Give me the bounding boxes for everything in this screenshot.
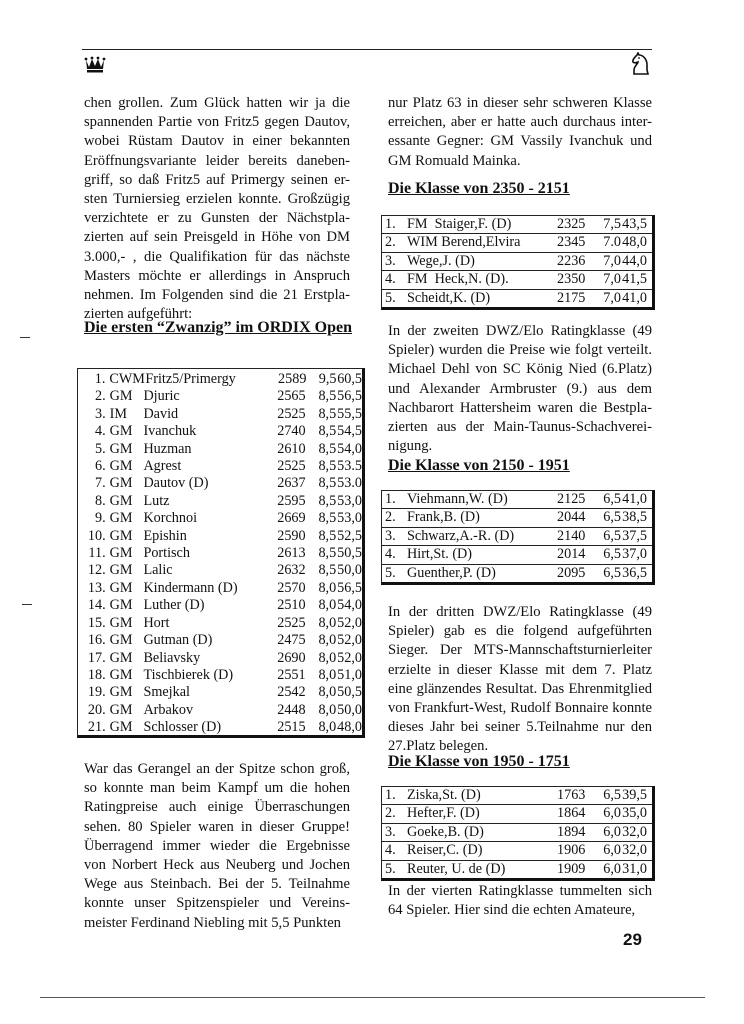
rank-cell: 3. bbox=[385, 823, 396, 840]
class-1950-table bbox=[381, 786, 655, 881]
right-column-block-3 bbox=[388, 603, 652, 757]
points-cell: 6,0 bbox=[603, 805, 621, 822]
rating-cell: 2565 bbox=[277, 388, 306, 405]
player-name-cell: Kindermann (D) bbox=[143, 579, 238, 596]
right-column-block-2 bbox=[388, 322, 652, 456]
table-row bbox=[382, 271, 652, 289]
title-cell: GM bbox=[109, 614, 133, 631]
player-name-cell: Dautov (D) bbox=[143, 475, 209, 492]
tiebreak-cell: 52,5 bbox=[337, 527, 362, 544]
player-name-cell: Smejkal bbox=[143, 684, 190, 701]
points-cell: 8,5 bbox=[318, 562, 337, 579]
table-row bbox=[78, 580, 362, 597]
left-column-lower bbox=[84, 760, 350, 933]
table-row bbox=[382, 787, 652, 805]
tiebreak-cell: 35,0 bbox=[622, 805, 647, 822]
rank-cell: 5. bbox=[385, 564, 396, 581]
rating-cell: 2525 bbox=[277, 405, 306, 422]
points-cell: 8,5 bbox=[318, 492, 337, 509]
player-name-cell: Djuric bbox=[143, 388, 180, 405]
rating-cell: 2175 bbox=[557, 289, 586, 306]
table-row bbox=[382, 565, 652, 582]
body-paragraph: chen grollen. Zum Glück hatten wir ja die spannenden Partie von Fritz5 gegen Dautov, wobei Rüstam Dautov in einer bekannten Eröffnungsvariante leider bereits daneben-griff, so daß Fritz5 auf Primergy seinen er-sten Turniersieg erzielen konnte. Großzügig verzichtete er zu Gunsten der Nächstpla-zierten auf sein Preisgeld in Höhe von DM 3.000,- , die Qualifikation für das nächste Masters möchte er allerdings in Anspruch nehmen. Im Folgenden sind die 21 Erstpla-zierten aufgeführt: bbox=[84, 95, 350, 323]
rating-cell: 2044 bbox=[557, 509, 586, 526]
class-2150-table bbox=[381, 490, 655, 585]
points-cell: 7,0 bbox=[603, 289, 621, 306]
table-row bbox=[382, 528, 652, 546]
table-row bbox=[78, 562, 362, 579]
title-cell: GM bbox=[109, 545, 133, 562]
title-cell: GM bbox=[109, 440, 133, 457]
open-results-table bbox=[77, 368, 365, 738]
points-cell: 8,0 bbox=[318, 649, 337, 666]
rank-cell: 2. bbox=[385, 234, 396, 251]
table-row bbox=[78, 545, 362, 562]
title-cell: GM bbox=[109, 458, 133, 475]
rank-cell: 14. bbox=[87, 597, 106, 614]
player-name-cell: Arbakov bbox=[143, 701, 194, 718]
points-cell: 8,5 bbox=[318, 423, 337, 440]
table-row bbox=[382, 216, 652, 234]
tiebreak-cell: 55,5 bbox=[337, 405, 362, 422]
points-cell: 8,5 bbox=[318, 458, 337, 475]
points-cell: 6,0 bbox=[603, 823, 621, 840]
table-row bbox=[78, 597, 362, 614]
player-name-cell: Huzman bbox=[143, 440, 192, 457]
tiebreak-cell: 52,0 bbox=[337, 632, 362, 649]
points-cell: 8,0 bbox=[318, 666, 337, 683]
points-cell: 9,5 bbox=[318, 371, 337, 387]
points-cell: 8,5 bbox=[318, 510, 337, 527]
title-cell: GM bbox=[109, 388, 133, 405]
rating-cell: 2690 bbox=[277, 649, 306, 666]
rank-cell: 2. bbox=[95, 388, 106, 405]
player-name-cell: Goeke,B. (D) bbox=[407, 823, 484, 840]
points-cell: 8,5 bbox=[318, 405, 337, 422]
player-name-cell: Portisch bbox=[143, 545, 190, 562]
points-cell: 8,0 bbox=[318, 614, 337, 631]
title-cell: GM bbox=[109, 701, 133, 718]
table-row bbox=[78, 371, 362, 388]
points-cell: 8,5 bbox=[318, 440, 337, 457]
table-row bbox=[78, 458, 362, 475]
player-name-cell: Schwarz,A.-R. (D) bbox=[407, 527, 515, 544]
rating-cell: 2475 bbox=[277, 632, 306, 649]
rank-cell: 18. bbox=[87, 666, 106, 683]
rank-cell: 5. bbox=[95, 440, 106, 457]
rank-cell: 15. bbox=[87, 614, 106, 631]
player-name-cell: FM Staiger,F. (D) bbox=[407, 216, 512, 232]
rank-cell: 9. bbox=[95, 510, 106, 527]
title-cell: GM bbox=[109, 684, 133, 701]
table-row bbox=[78, 684, 362, 701]
points-cell: 7,0 bbox=[603, 252, 621, 269]
section-heading-1950: Die Klasse von 1950 - 1751 bbox=[388, 753, 570, 770]
rating-cell: 1909 bbox=[557, 860, 586, 877]
player-name-cell: Schlosser (D) bbox=[143, 719, 222, 736]
title-cell: GM bbox=[109, 719, 133, 736]
points-cell: 8,0 bbox=[318, 701, 337, 718]
points-cell: 6,5 bbox=[603, 546, 621, 563]
player-name-cell: Hirt,St. (D) bbox=[407, 546, 473, 563]
player-name-cell: Epishin bbox=[143, 527, 187, 544]
tiebreak-cell: 31,0 bbox=[622, 860, 647, 877]
table-row bbox=[382, 234, 652, 252]
points-cell: 6,0 bbox=[603, 842, 621, 859]
tiebreak-cell: 50,0 bbox=[337, 562, 362, 579]
title-cell: IM bbox=[109, 405, 127, 422]
margin-mark bbox=[22, 604, 32, 605]
rating-cell: 2095 bbox=[557, 564, 586, 581]
table-row bbox=[382, 546, 652, 564]
table-row bbox=[382, 491, 652, 509]
rating-cell: 2669 bbox=[277, 510, 306, 527]
title-cell: GM bbox=[109, 632, 133, 649]
player-name-cell: Ivanchuk bbox=[143, 423, 197, 440]
points-cell: 6,5 bbox=[603, 787, 621, 803]
table-row bbox=[78, 406, 362, 423]
rank-cell: 1. bbox=[385, 491, 396, 507]
player-name-cell: Viehmann,W. (D) bbox=[407, 491, 508, 507]
rank-cell: 4. bbox=[95, 423, 106, 440]
player-name-cell: Korchnoi bbox=[143, 510, 198, 527]
tiebreak-cell: 41,5 bbox=[622, 271, 647, 288]
rank-cell: 1. bbox=[385, 787, 396, 803]
header-rule bbox=[82, 49, 652, 50]
rating-cell: 2551 bbox=[277, 666, 306, 683]
title-cell: GM bbox=[109, 423, 133, 440]
left-column bbox=[84, 94, 350, 324]
player-name-cell: Wege,J. (D) bbox=[407, 252, 475, 269]
player-name-cell: Beliavsky bbox=[143, 649, 201, 666]
right-column bbox=[388, 94, 652, 171]
title-cell: GM bbox=[109, 527, 133, 544]
rank-cell: 6. bbox=[95, 458, 106, 475]
rating-cell: 2350 bbox=[557, 271, 586, 288]
table-row bbox=[382, 805, 652, 823]
table-row bbox=[382, 824, 652, 842]
player-name-cell: Tischbierek (D) bbox=[143, 666, 234, 683]
rating-cell: 2140 bbox=[557, 527, 586, 544]
player-name-cell: WIM Berend,Elvira bbox=[407, 234, 521, 251]
tiebreak-cell: 50,5 bbox=[337, 684, 362, 701]
tiebreak-cell: 51,0 bbox=[337, 666, 362, 683]
rating-cell: 2595 bbox=[277, 492, 306, 509]
player-name-cell: FM Heck,N. (D). bbox=[407, 271, 509, 288]
tiebreak-cell: 48,0 bbox=[622, 234, 647, 251]
rank-cell: 4. bbox=[385, 546, 396, 563]
rating-cell: 2125 bbox=[557, 491, 586, 507]
points-cell: 6,5 bbox=[603, 491, 621, 507]
rating-cell: 1894 bbox=[557, 823, 586, 840]
table-row bbox=[78, 475, 362, 492]
tiebreak-cell: 41,0 bbox=[622, 491, 647, 507]
rank-cell: 3. bbox=[385, 527, 396, 544]
rating-cell: 2613 bbox=[277, 545, 306, 562]
table-row bbox=[78, 441, 362, 458]
rank-cell: 16. bbox=[87, 632, 106, 649]
player-name-cell: Fritz5/Primergy bbox=[145, 371, 236, 387]
title-cell: GM bbox=[109, 579, 133, 596]
rank-cell: 7. bbox=[95, 475, 106, 492]
tiebreak-cell: 32,0 bbox=[622, 842, 647, 859]
rank-cell: 20. bbox=[87, 701, 106, 718]
rank-cell: 3. bbox=[385, 252, 396, 269]
table-row bbox=[78, 719, 362, 736]
player-name-cell: Lalic bbox=[143, 562, 173, 579]
rank-cell: 12. bbox=[87, 562, 106, 579]
table-row bbox=[382, 290, 652, 307]
points-cell: 6,0 bbox=[603, 860, 621, 877]
tiebreak-cell: 53.0 bbox=[337, 475, 362, 492]
table-row bbox=[382, 861, 652, 878]
rating-cell: 2542 bbox=[277, 684, 306, 701]
tiebreak-cell: 48,0 bbox=[337, 719, 362, 736]
points-cell: 8,0 bbox=[318, 597, 337, 614]
player-name-cell: Gutman (D) bbox=[143, 632, 213, 649]
tiebreak-cell: 37,0 bbox=[622, 546, 647, 563]
points-cell: 8,5 bbox=[318, 527, 337, 544]
rank-cell: 1. bbox=[385, 216, 396, 232]
player-name-cell: Agrest bbox=[143, 458, 182, 475]
rank-cell: 8. bbox=[95, 492, 106, 509]
rating-cell: 2525 bbox=[277, 458, 306, 475]
rank-cell: 3. bbox=[95, 405, 106, 422]
points-cell: 8,0 bbox=[318, 684, 337, 701]
rank-cell: 11. bbox=[88, 545, 106, 562]
points-cell: 8,5 bbox=[318, 545, 337, 562]
rating-cell: 2590 bbox=[277, 527, 306, 544]
rating-cell: 2740 bbox=[277, 423, 306, 440]
footer-rule bbox=[40, 997, 705, 998]
points-cell: 7,0 bbox=[603, 271, 621, 288]
player-name-cell: Hort bbox=[143, 614, 170, 631]
player-name-cell: Reuter, U. de (D) bbox=[407, 860, 506, 877]
title-cell: GM bbox=[109, 510, 133, 527]
tiebreak-cell: 53,0 bbox=[337, 492, 362, 509]
points-cell: 8,0 bbox=[318, 579, 337, 596]
table-row bbox=[78, 702, 362, 719]
margin-mark bbox=[20, 337, 30, 338]
tiebreak-cell: 38,5 bbox=[622, 509, 647, 526]
points-cell: 7,5 bbox=[603, 216, 621, 232]
rank-cell: 17. bbox=[87, 649, 106, 666]
knight-icon bbox=[628, 52, 652, 76]
rating-cell: 1763 bbox=[557, 787, 586, 803]
rank-cell: 2. bbox=[385, 805, 396, 822]
rank-cell: 5. bbox=[385, 860, 396, 877]
table-row bbox=[382, 842, 652, 860]
tiebreak-cell: 37,5 bbox=[622, 527, 647, 544]
rating-cell: 2589 bbox=[278, 371, 307, 387]
rank-cell: 10. bbox=[87, 527, 106, 544]
title-cell: GM bbox=[109, 475, 133, 492]
title-cell: GM bbox=[109, 492, 133, 509]
points-cell: 8,0 bbox=[318, 719, 337, 736]
tiebreak-cell: 56,5 bbox=[337, 579, 362, 596]
player-name-cell: Scheidt,K. (D) bbox=[407, 289, 491, 306]
tiebreak-cell: 60,5 bbox=[337, 371, 363, 387]
title-cell: GM bbox=[109, 562, 133, 579]
rank-cell: 4. bbox=[385, 271, 396, 288]
section-heading-2150: Die Klasse von 2150 - 1951 bbox=[388, 457, 570, 474]
tiebreak-cell: 52,0 bbox=[337, 614, 362, 631]
table-row bbox=[78, 667, 362, 684]
crown-icon bbox=[84, 55, 106, 73]
tiebreak-cell: 43,5 bbox=[622, 216, 647, 232]
rating-cell: 1906 bbox=[557, 842, 586, 859]
rank-cell: 5. bbox=[385, 289, 396, 306]
rating-cell: 2510 bbox=[277, 597, 306, 614]
points-cell: 8,5 bbox=[318, 388, 337, 405]
rating-cell: 2345 bbox=[557, 234, 586, 251]
table-row bbox=[78, 615, 362, 632]
section-heading-open: Die ersten “Zwanzig” im ORDIX Open bbox=[84, 319, 352, 336]
points-cell: 7.0 bbox=[603, 234, 621, 251]
points-cell: 8,5 bbox=[318, 475, 337, 492]
rank-cell: 13. bbox=[87, 579, 106, 596]
tiebreak-cell: 41,0 bbox=[622, 289, 647, 306]
rank-cell: 4. bbox=[385, 842, 396, 859]
tiebreak-cell: 54,0 bbox=[337, 440, 362, 457]
tiebreak-cell: 44,0 bbox=[622, 252, 647, 269]
rating-cell: 2515 bbox=[277, 719, 306, 736]
player-name-cell: Lutz bbox=[143, 492, 170, 509]
points-cell: 6,5 bbox=[603, 527, 621, 544]
player-name-cell: David bbox=[143, 405, 179, 422]
title-cell: CWM bbox=[109, 371, 145, 387]
body-paragraph: nur Platz 63 in dieser sehr schweren Klasse erreichen, aber er hatte auch durchaus inter-essante Gegner: GM Vassily Ivanchuk und GM Romuald Mainka. bbox=[388, 95, 652, 169]
title-cell: GM bbox=[109, 666, 133, 683]
right-column-block-4 bbox=[388, 882, 652, 920]
table-row bbox=[78, 510, 362, 527]
tiebreak-cell: 54,5 bbox=[337, 423, 362, 440]
table-row bbox=[78, 493, 362, 510]
rating-cell: 2525 bbox=[277, 614, 306, 631]
table-row bbox=[78, 388, 362, 405]
rating-cell: 1864 bbox=[557, 805, 586, 822]
body-paragraph: In der vierten Ratingklasse tummelten sich 64 Spieler. Hier sind die echten Amateure, bbox=[388, 883, 652, 919]
rating-cell: 2632 bbox=[277, 562, 306, 579]
table-row bbox=[382, 253, 652, 271]
rank-cell: 19. bbox=[87, 684, 106, 701]
table-row bbox=[78, 528, 362, 545]
points-cell: 6,5 bbox=[603, 564, 621, 581]
body-paragraph: In der dritten DWZ/Elo Ratingklasse (49 Spieler) gab es die folgend aufgeführten Sieger. Der MTS-Mannschaftsturnierleiter erzielte in dieser Klasse mit dem 7. Platz eine glänzendes Resultat. Das Ehrenmitglied von Frankfurt-West, Rudolf Bonnaire konnte dieses Jahr bei seiner 5.Teilnahme nur den 27.Platz belegen. bbox=[388, 604, 652, 755]
tiebreak-cell: 54,0 bbox=[337, 597, 362, 614]
rating-cell: 2448 bbox=[277, 701, 306, 718]
player-name-cell: Guenther,P. (D) bbox=[407, 564, 496, 581]
title-cell: GM bbox=[109, 649, 133, 666]
tiebreak-cell: 36,5 bbox=[622, 564, 647, 581]
body-paragraph: In der zweiten DWZ/Elo Ratingklasse (49 Spieler) wurden die Preise wie folgt verteilt. Michael Dehl von SC König Nied (6.Platz) und Alexander Armbruster (9.) aus dem Nachbarort Hattersheim waren die Bestpla-zierten aus der Main-Taunus-Schachverei-nigung. bbox=[388, 323, 652, 455]
table-row bbox=[78, 423, 362, 440]
rank-cell: 2. bbox=[385, 509, 396, 526]
rating-cell: 2236 bbox=[557, 252, 586, 269]
player-name-cell: Ziska,St. (D) bbox=[407, 787, 481, 803]
class-2350-table bbox=[381, 215, 655, 310]
player-name-cell: Luther (D) bbox=[143, 597, 205, 614]
tiebreak-cell: 39,5 bbox=[622, 787, 647, 803]
tiebreak-cell: 52,0 bbox=[337, 649, 362, 666]
table-row bbox=[382, 509, 652, 527]
player-name-cell: Hefter,F. (D) bbox=[407, 805, 480, 822]
body-paragraph: War das Gerangel an der Spitze schon groß, so konnte man beim Kampf um die hohen Ratingpreise auch einige Überraschungen sehen. 80 Spieler waren in dieser Gruppe! Überragend immer wieder die Ergebnisse von Norbert Heck aus Neuberg und Jochen Wege aus Steinbach. Bei der 5. Teilnahme konnte unser Spitzenspieler und Vereins-meister Ferdinand Niebling mit 5,5 Punkten bbox=[84, 761, 350, 931]
section-heading-2350: Die Klasse von 2350 - 2151 bbox=[388, 180, 570, 197]
table-row bbox=[78, 650, 362, 667]
rank-cell: 1. bbox=[94, 371, 106, 387]
tiebreak-cell: 50,5 bbox=[337, 545, 362, 562]
points-cell: 6,5 bbox=[603, 509, 621, 526]
tiebreak-cell: 32,0 bbox=[622, 823, 647, 840]
tiebreak-cell: 53,0 bbox=[337, 510, 362, 527]
rank-cell: 21. bbox=[87, 719, 106, 736]
player-name-cell: Reiser,C. (D) bbox=[407, 842, 483, 859]
rating-cell: 2325 bbox=[557, 216, 586, 232]
tiebreak-cell: 53.5 bbox=[337, 458, 362, 475]
tiebreak-cell: 56,5 bbox=[337, 388, 362, 405]
title-cell: GM bbox=[109, 597, 133, 614]
page-number: 29 bbox=[623, 930, 642, 949]
rating-cell: 2014 bbox=[557, 546, 586, 563]
tiebreak-cell: 50,0 bbox=[337, 701, 362, 718]
rating-cell: 2610 bbox=[277, 440, 306, 457]
player-name-cell: Frank,B. (D) bbox=[407, 509, 480, 526]
rating-cell: 2570 bbox=[277, 579, 306, 596]
points-cell: 8,0 bbox=[318, 632, 337, 649]
rating-cell: 2637 bbox=[277, 475, 306, 492]
table-row bbox=[78, 632, 362, 649]
